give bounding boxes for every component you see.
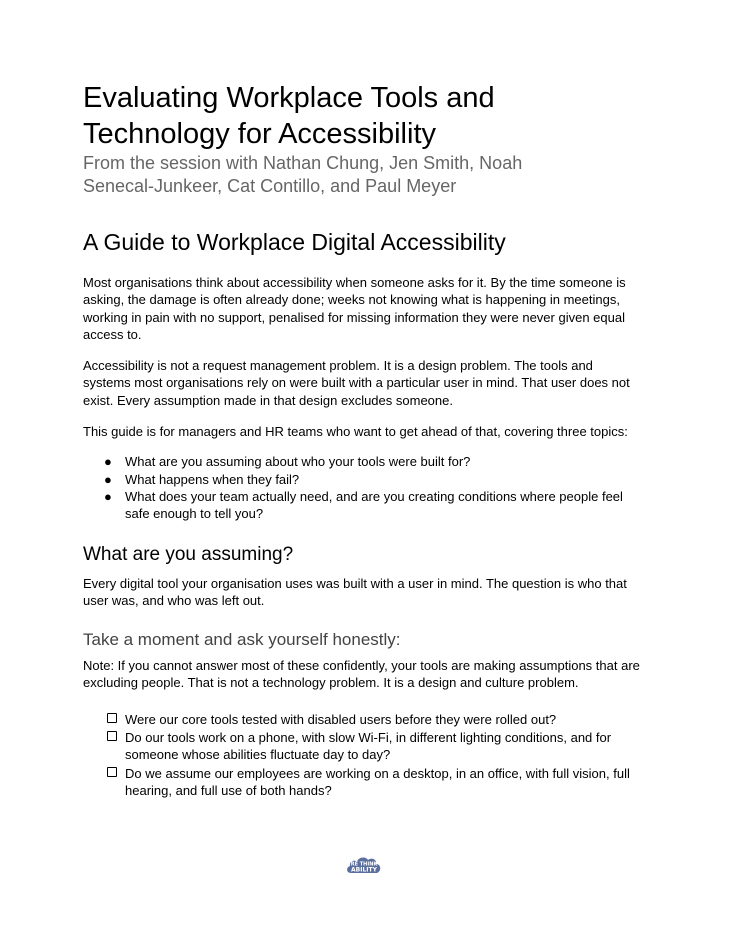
topics-list <box>83 453 643 522</box>
subtitle-line-1: From the session with Nathan Chung, Jen Smith, Noah <box>83 153 523 173</box>
guide-audience-paragraph: This guide is for managers and HR teams who want to get ahead of that, covering three topics: <box>83 424 628 440</box>
rethink-ability-logo <box>345 854 383 876</box>
bullet-icon: ● <box>104 488 112 504</box>
document-title <box>83 80 643 152</box>
design-problem-paragraph: Accessibility is not a request management problem. It is a design problem. The tools and systems most organisations rely on were built with a particular user in mind. That user does not exist. Every assumption made in that design excludes someone. <box>83 358 630 408</box>
checkbox[interactable] <box>107 713 117 723</box>
section-heading-assuming: What are you assuming? <box>83 543 294 565</box>
title-line-1: Evaluating Workplace Tools and <box>83 82 495 114</box>
checklist-item <box>83 765 643 800</box>
checklist-item <box>83 729 643 764</box>
title-line-2: Technology for Accessibility <box>83 118 436 150</box>
document-page <box>83 80 643 800</box>
bullet-icon: ● <box>104 454 112 470</box>
list-item <box>83 488 643 523</box>
document-subtitle <box>83 152 643 198</box>
checklist-item <box>83 711 643 728</box>
note-paragraph: Note: If you cannot answer most of these confidently, your tools are making assumptions that are excluding people. That is not a technology problem. It is a design and culture problem. <box>83 658 640 691</box>
logo-text-line-1: RE THINK <box>350 861 378 868</box>
checklist-text: Do we assume our employees are working on a desktop, in an office, with full vision, full hearing, and full use of both hands? <box>125 765 630 798</box>
checklist-text: Do our tools work on a phone, with slow Wi-Fi, in different lighting conditions, and for someone whose abilities fluctuate day to day? <box>125 730 612 763</box>
topic-text: What does your team actually need, and are you creating conditions where people feel safe enough to tell you? <box>125 488 623 522</box>
list-item <box>83 453 643 470</box>
checklist <box>83 711 643 799</box>
checkbox[interactable] <box>107 767 117 777</box>
assuming-paragraph: Every digital tool your organisation uses was built with a user in mind. The question is who that user was, and who was left out. <box>83 575 627 608</box>
subtitle-line-2: Senecal-Junkeer, Cat Contillo, and Paul Meyer <box>83 176 457 196</box>
checklist-text: Were our core tools tested with disabled users before they were rolled out? <box>125 711 557 727</box>
checkbox[interactable] <box>107 731 117 741</box>
guide-heading: A Guide to Workplace Digital Accessibility <box>83 229 506 255</box>
topic-text: What are you assuming about who your tools were built for? <box>125 454 471 470</box>
intro-paragraph: Most organisations think about accessibility when someone asks for it. By the time someone is asking, the damage is often already done; weeks not knowing what is happening in meetings, working in pain with no support, penalised for missing information they were never given equal access to. <box>83 275 626 342</box>
section-heading-ask: Take a moment and ask yourself honestly: <box>83 630 401 650</box>
logo-text-line-2: ABILITY <box>351 866 377 874</box>
topic-text: What happens when they fail? <box>125 471 300 487</box>
list-item <box>83 471 643 488</box>
bullet-icon: ● <box>104 471 112 487</box>
